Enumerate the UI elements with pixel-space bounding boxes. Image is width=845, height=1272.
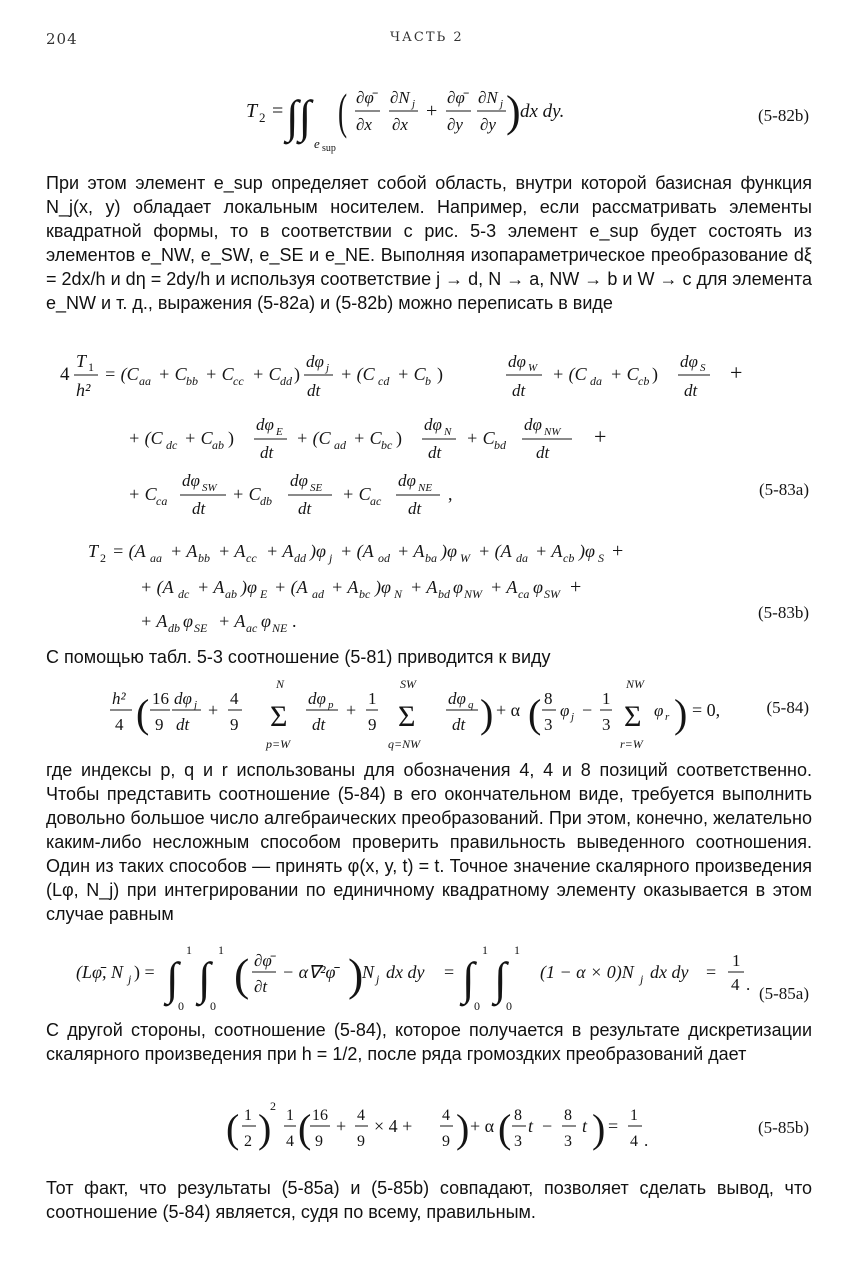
svg-text:j: j bbox=[640, 972, 644, 986]
svg-text:∫: ∫ bbox=[198, 953, 211, 1004]
svg-text:da: da bbox=[516, 551, 528, 565]
svg-text:NW: NW bbox=[464, 587, 482, 601]
svg-text:16: 16 bbox=[152, 689, 169, 708]
equation-5-85a-formula bbox=[0, 928, 845, 1018]
svg-text:1: 1 bbox=[244, 1107, 252, 1124]
svg-text:(: ( bbox=[234, 949, 250, 1000]
svg-text:∫∫: ∫∫ bbox=[286, 91, 312, 142]
svg-text:∫: ∫ bbox=[166, 953, 179, 1004]
svg-text:): ) bbox=[396, 428, 402, 448]
svg-text:dφ: dφ bbox=[398, 471, 416, 490]
svg-text:9: 9 bbox=[442, 1133, 450, 1150]
svg-text:× 4 +: × 4 + bbox=[374, 1116, 413, 1136]
svg-text:N: N bbox=[276, 677, 285, 691]
svg-text:+: + bbox=[208, 700, 219, 720]
svg-text:j: j bbox=[376, 972, 380, 986]
svg-text:9: 9 bbox=[368, 715, 377, 734]
svg-text:dφ: dφ bbox=[524, 415, 542, 434]
svg-text:2: 2 bbox=[259, 110, 266, 125]
svg-text:): ) bbox=[437, 364, 443, 384]
svg-text:p=W: p=W bbox=[266, 737, 291, 751]
svg-text:∂y: ∂y bbox=[480, 115, 496, 134]
svg-text:dφ: dφ bbox=[680, 352, 698, 371]
svg-text:=: = bbox=[272, 100, 284, 122]
svg-text:+ α: + α bbox=[470, 1116, 495, 1136]
svg-text:∂t: ∂t bbox=[254, 977, 268, 996]
svg-text:dc: dc bbox=[166, 438, 178, 452]
svg-text:T: T bbox=[246, 100, 258, 122]
svg-text:): ) bbox=[480, 691, 494, 736]
svg-text:0: 0 bbox=[506, 999, 512, 1013]
svg-text:dx dy.: dx dy. bbox=[520, 101, 565, 122]
svg-text:j: j bbox=[128, 972, 132, 986]
svg-text:Σ: Σ bbox=[270, 700, 288, 733]
svg-text:E: E bbox=[260, 587, 268, 601]
svg-text:(: ( bbox=[498, 1106, 512, 1151]
svg-text:4: 4 bbox=[357, 1107, 365, 1124]
svg-text:dx dy: dx dy bbox=[386, 962, 425, 982]
svg-text:.: . bbox=[292, 611, 297, 631]
svg-text:da: da bbox=[590, 374, 602, 388]
svg-text:+ (A: + (A bbox=[478, 541, 512, 561]
svg-text:dt: dt bbox=[307, 381, 321, 400]
svg-text:∂x: ∂x bbox=[392, 115, 408, 134]
svg-text:q=NW: q=NW bbox=[388, 737, 421, 751]
svg-text:(: ( bbox=[226, 1106, 240, 1151]
equation-5-85b-formula bbox=[0, 1094, 845, 1166]
svg-text:W: W bbox=[528, 362, 538, 374]
svg-text:+ C: + C bbox=[252, 364, 281, 384]
equation-number: (5-85b) bbox=[758, 1118, 809, 1137]
svg-text:+ A: + A bbox=[397, 541, 425, 561]
svg-text:W: W bbox=[460, 551, 470, 565]
svg-text:h²: h² bbox=[76, 380, 91, 400]
svg-text:+ A: + A bbox=[218, 541, 246, 561]
svg-text:8: 8 bbox=[564, 1107, 572, 1124]
svg-text:+ C: + C bbox=[342, 484, 371, 504]
svg-text:1: 1 bbox=[186, 943, 192, 957]
svg-text:=: = bbox=[608, 1116, 619, 1136]
svg-text:+ A: + A bbox=[218, 611, 246, 631]
svg-text:dt: dt bbox=[408, 499, 422, 518]
svg-text:(Lφ̄, N: (Lφ̄, N bbox=[76, 962, 123, 982]
equation-5-83b-formula bbox=[0, 535, 845, 645]
svg-text:(: ( bbox=[528, 691, 542, 736]
svg-text:3: 3 bbox=[514, 1133, 522, 1150]
svg-text:ca: ca bbox=[518, 587, 530, 601]
svg-text:φ: φ bbox=[453, 577, 463, 597]
paragraph-2: С помощью табл. 5-3 соотношение (5-81) приводится к виду bbox=[46, 647, 551, 667]
page-number: 204 bbox=[46, 30, 78, 48]
svg-text:e: e bbox=[314, 136, 320, 151]
equation-number: (5-82b) bbox=[758, 106, 809, 125]
svg-text:2: 2 bbox=[244, 1133, 252, 1150]
svg-text:dd: dd bbox=[294, 551, 306, 565]
svg-text:NW: NW bbox=[626, 677, 644, 691]
svg-text:dφ: dφ bbox=[306, 352, 324, 371]
svg-text:+: + bbox=[594, 424, 607, 449]
svg-text:dφ: dφ bbox=[174, 689, 192, 708]
svg-text:+: + bbox=[570, 576, 582, 598]
svg-text:1: 1 bbox=[732, 951, 741, 970]
svg-text:,: , bbox=[448, 484, 453, 504]
svg-text:dt: dt bbox=[312, 715, 326, 734]
svg-text:φ: φ bbox=[261, 611, 271, 631]
svg-text:= 0,: = 0, bbox=[692, 700, 721, 720]
svg-text:+ C: + C bbox=[353, 428, 382, 448]
svg-text:0: 0 bbox=[474, 999, 480, 1013]
svg-text:): ) bbox=[652, 364, 658, 384]
equation-number: (5-85a) bbox=[758, 984, 809, 1003]
svg-text:∫: ∫ bbox=[462, 953, 475, 1004]
svg-text:): ) bbox=[456, 1106, 470, 1151]
svg-text:+: + bbox=[612, 540, 624, 562]
svg-text:)φ: )φ bbox=[441, 541, 457, 561]
svg-text:∂y: ∂y bbox=[447, 115, 463, 134]
svg-text:bd: bd bbox=[494, 438, 506, 452]
svg-text:+ A: + A bbox=[266, 541, 294, 561]
svg-text:1: 1 bbox=[286, 1107, 294, 1124]
svg-text:j: j bbox=[571, 711, 575, 723]
svg-text:+ A: + A bbox=[410, 577, 438, 597]
svg-text:ab: ab bbox=[225, 587, 237, 601]
svg-text:+ A: + A bbox=[197, 577, 225, 597]
svg-text:T: T bbox=[76, 351, 87, 371]
svg-text:1: 1 bbox=[368, 689, 377, 708]
svg-text:= (C: = (C bbox=[104, 364, 139, 384]
svg-text:+ C: + C bbox=[466, 428, 495, 448]
svg-text:4: 4 bbox=[442, 1107, 450, 1124]
svg-text:.: . bbox=[746, 975, 751, 994]
svg-text:∂φ̄: ∂φ̄ bbox=[254, 951, 272, 970]
svg-text:)φ: )φ bbox=[375, 577, 391, 597]
svg-text:dφ: dφ bbox=[290, 471, 308, 490]
svg-text:3: 3 bbox=[602, 715, 611, 734]
svg-text:bb: bb bbox=[186, 374, 198, 388]
svg-text:+ A: + A bbox=[535, 541, 563, 561]
equation-5-85a bbox=[0, 928, 845, 1018]
svg-text:+ A: + A bbox=[490, 577, 518, 597]
paragraph-4: С другой стороны, соотношение (5-84), которое получается в результате дискретизации скалярного произведения при h = 1/2, после ряда громоздких преобразований дает bbox=[46, 1020, 812, 1064]
svg-text:j: j bbox=[412, 98, 416, 110]
svg-text:j: j bbox=[329, 551, 333, 565]
svg-text:dt: dt bbox=[298, 499, 312, 518]
svg-text:dt: dt bbox=[684, 381, 698, 400]
svg-text:cc: cc bbox=[246, 551, 257, 565]
svg-text:dc: dc bbox=[178, 587, 190, 601]
svg-text:+ C: + C bbox=[184, 428, 213, 448]
svg-text:ad: ad bbox=[334, 438, 346, 452]
svg-text:db: db bbox=[260, 494, 272, 508]
svg-text:dt: dt bbox=[536, 443, 550, 462]
svg-text:ac: ac bbox=[370, 494, 382, 508]
svg-text:): ) bbox=[294, 364, 300, 384]
svg-text:): ) bbox=[506, 87, 521, 136]
svg-text:−: − bbox=[582, 700, 593, 720]
svg-text:+ (C: + (C bbox=[552, 364, 587, 384]
svg-text:NE: NE bbox=[272, 621, 288, 635]
svg-text:=: = bbox=[706, 962, 717, 982]
equation-5-82b-formula bbox=[0, 70, 845, 160]
svg-text:∂φ̄: ∂φ̄ bbox=[356, 88, 374, 107]
svg-text:dφ: dφ bbox=[448, 689, 466, 708]
svg-text:dt: dt bbox=[452, 715, 466, 734]
equation-5-84 bbox=[0, 672, 845, 756]
svg-text:+ A: + A bbox=[140, 611, 168, 631]
svg-text:Σ: Σ bbox=[624, 700, 642, 733]
svg-text:9: 9 bbox=[155, 715, 164, 734]
svg-text:p: p bbox=[328, 699, 334, 711]
svg-text:cd: cd bbox=[378, 374, 390, 388]
svg-text:+ A: + A bbox=[331, 577, 359, 597]
svg-text:4: 4 bbox=[60, 364, 70, 385]
running-title: ЧАСТЬ 2 bbox=[390, 30, 464, 45]
svg-text:dφ: dφ bbox=[308, 689, 326, 708]
svg-text:1: 1 bbox=[218, 943, 224, 957]
svg-text:) =: ) = bbox=[134, 962, 155, 982]
svg-text:dx dy: dx dy bbox=[650, 962, 689, 982]
svg-text:8: 8 bbox=[514, 1107, 522, 1124]
svg-text:1: 1 bbox=[482, 943, 488, 957]
svg-text:+ (A: + (A bbox=[274, 577, 308, 597]
svg-text:N: N bbox=[362, 962, 375, 982]
svg-text:∫: ∫ bbox=[494, 953, 507, 1004]
paragraph-1: При этом элемент e_sup определяет собой область, внутри которой базисная функция N_j(x, y) обладает локальным носителем. Например, если рассматривать элементы квадратной формы, то в соответствии с рис. 5-3 элемент e_sup будет состоять из элементов e_NW, e_SW, e_SE и e_NE. Выполняя изопараметрическое преобразование dξ = 2dx/h и dη = 2dy/h и используя соответствие j → d, N → a, NW → b и W → c для элемента e_NW и т. д., выражения (5-82a) и (5-82b) можно переписать в виде bbox=[46, 173, 812, 313]
svg-text:3: 3 bbox=[564, 1133, 572, 1150]
svg-text:4: 4 bbox=[286, 1133, 294, 1150]
svg-text:q: q bbox=[468, 699, 474, 711]
svg-text:1: 1 bbox=[88, 360, 94, 374]
svg-text:bc: bc bbox=[359, 587, 371, 601]
svg-text:4: 4 bbox=[731, 975, 740, 994]
svg-text:dt: dt bbox=[176, 715, 190, 734]
svg-text:SW: SW bbox=[544, 587, 560, 601]
svg-text:t: t bbox=[582, 1116, 588, 1136]
svg-text:)φ: )φ bbox=[579, 541, 595, 561]
svg-text:N: N bbox=[444, 426, 452, 438]
svg-text:+ α: + α bbox=[496, 700, 521, 720]
svg-text:E: E bbox=[276, 426, 283, 438]
svg-text:SE: SE bbox=[310, 482, 323, 494]
svg-text:Σ: Σ bbox=[398, 700, 416, 733]
svg-text:dt: dt bbox=[192, 499, 206, 518]
svg-text:(1 − α × 0)N: (1 − α × 0)N bbox=[540, 962, 634, 982]
svg-text:b: b bbox=[425, 374, 431, 388]
svg-text:SE: SE bbox=[194, 621, 208, 635]
svg-text:dφ: dφ bbox=[508, 352, 526, 371]
svg-text:dφ: dφ bbox=[256, 415, 274, 434]
svg-text:φ: φ bbox=[183, 611, 193, 631]
svg-text:+: + bbox=[730, 360, 743, 385]
svg-text:1: 1 bbox=[630, 1107, 638, 1124]
svg-text:(: ( bbox=[337, 83, 348, 140]
svg-text:+: + bbox=[426, 100, 438, 122]
svg-text:sup: sup bbox=[322, 143, 336, 154]
svg-text:∂φ̄: ∂φ̄ bbox=[447, 88, 465, 107]
svg-text:j: j bbox=[194, 699, 198, 711]
svg-text:4: 4 bbox=[630, 1133, 638, 1150]
svg-text:∂N: ∂N bbox=[390, 88, 410, 107]
svg-text:1: 1 bbox=[514, 943, 520, 957]
svg-text:= (A: = (A bbox=[112, 541, 146, 561]
equation-5-85b bbox=[0, 1094, 845, 1166]
svg-text:dφ: dφ bbox=[424, 415, 442, 434]
svg-text:j: j bbox=[326, 362, 330, 374]
svg-text:−: − bbox=[542, 1116, 553, 1136]
svg-text:4: 4 bbox=[230, 689, 239, 708]
svg-text:+ C: + C bbox=[205, 364, 234, 384]
paragraph-5: Тот факт, что результаты (5-85a) и (5-85b) совпадают, позволяет сделать вывод, что соотношение (5-84) является, судя по всему, правильным. bbox=[46, 1178, 812, 1222]
svg-text:t: t bbox=[528, 1116, 534, 1136]
svg-text:aa: aa bbox=[150, 551, 162, 565]
svg-text:cb: cb bbox=[638, 374, 650, 388]
svg-text:+ (C: + (C bbox=[128, 428, 163, 448]
svg-text:φ: φ bbox=[560, 701, 570, 720]
svg-text:j: j bbox=[500, 98, 504, 110]
svg-text:S: S bbox=[700, 362, 706, 374]
equation-5-83b bbox=[0, 535, 845, 645]
svg-text:ab: ab bbox=[212, 438, 224, 452]
svg-text:+ (A: + (A bbox=[140, 577, 174, 597]
svg-text:dt: dt bbox=[428, 443, 442, 462]
svg-text:8: 8 bbox=[544, 689, 553, 708]
svg-text:− α∇²φ̄: − α∇²φ̄ bbox=[282, 962, 336, 982]
svg-text:+ C: + C bbox=[128, 484, 157, 504]
svg-text:)φ: )φ bbox=[241, 577, 257, 597]
svg-text:ad: ad bbox=[312, 587, 324, 601]
svg-text:ac: ac bbox=[246, 621, 258, 635]
svg-text:): ) bbox=[348, 949, 364, 1000]
svg-text:∂N: ∂N bbox=[478, 88, 498, 107]
svg-text:SW: SW bbox=[400, 677, 416, 691]
svg-text:4: 4 bbox=[115, 715, 124, 734]
svg-text:+: + bbox=[346, 700, 357, 720]
svg-text:dd: dd bbox=[280, 374, 292, 388]
svg-text:): ) bbox=[674, 691, 688, 736]
svg-text:+ C: + C bbox=[232, 484, 261, 504]
svg-text:dt: dt bbox=[260, 443, 274, 462]
svg-text:+ C: + C bbox=[610, 364, 639, 384]
svg-text:r: r bbox=[665, 711, 670, 723]
svg-text:∂x: ∂x bbox=[356, 115, 372, 134]
equation-5-82b bbox=[0, 70, 845, 160]
svg-text:1: 1 bbox=[602, 689, 611, 708]
svg-text:φ: φ bbox=[533, 577, 543, 597]
svg-text:+ (A: + (A bbox=[340, 541, 374, 561]
svg-text:.: . bbox=[644, 1131, 649, 1150]
svg-text:cb: cb bbox=[563, 551, 575, 565]
svg-text:(: ( bbox=[136, 691, 150, 736]
equation-number: (5-84) bbox=[766, 698, 809, 717]
svg-text:bd: bd bbox=[438, 587, 450, 601]
svg-text:h²: h² bbox=[112, 689, 126, 708]
svg-text:9: 9 bbox=[315, 1133, 323, 1150]
svg-text:0: 0 bbox=[178, 999, 184, 1013]
equation-number: (5-83b) bbox=[758, 603, 809, 622]
svg-text:r=W: r=W bbox=[620, 737, 643, 751]
svg-text:9: 9 bbox=[357, 1133, 365, 1150]
svg-text:+ A: + A bbox=[170, 541, 198, 561]
svg-text:dt: dt bbox=[512, 381, 526, 400]
paragraph-3: где индексы p, q и r использованы для обозначения 4, 4 и 8 позиций соответственно. Чтобы представить соотношение (5-84) в его окончательном виде, требуется выполнить довольно большое число алгебраических преобразований. При этом, конечно, желательно каким-либо несложным способом проверить правильность выведенного соотношения. Один из таких способов — принять φ(x, y, t) = t. Точное значение скалярного произведения (Lφ, N_j) при интегрировании по единичному квадратному элементу оказывается в этом случае равным bbox=[46, 760, 812, 924]
svg-text:=: = bbox=[444, 962, 455, 982]
equation-number: (5-83a) bbox=[758, 480, 809, 499]
svg-text:16: 16 bbox=[312, 1107, 328, 1124]
svg-text:+ C: + C bbox=[158, 364, 187, 384]
svg-text:S: S bbox=[598, 551, 604, 565]
svg-text:)φ: )φ bbox=[310, 541, 326, 561]
svg-text:0: 0 bbox=[210, 999, 216, 1013]
svg-text:ca: ca bbox=[156, 494, 168, 508]
svg-text:bb: bb bbox=[198, 551, 210, 565]
svg-text:+: + bbox=[336, 1116, 347, 1136]
svg-text:2: 2 bbox=[270, 1099, 276, 1113]
svg-text:NE: NE bbox=[418, 482, 433, 494]
svg-text:ba: ba bbox=[425, 551, 437, 565]
svg-text:od: od bbox=[378, 551, 390, 565]
svg-text:N: N bbox=[394, 587, 403, 601]
svg-text:): ) bbox=[228, 428, 234, 448]
svg-text:dφ: dφ bbox=[182, 471, 200, 490]
svg-text:cc: cc bbox=[233, 374, 244, 388]
svg-text:NW: NW bbox=[544, 426, 561, 438]
svg-text:+ (C: + (C bbox=[296, 428, 331, 448]
svg-text:): ) bbox=[592, 1106, 606, 1151]
svg-text:9: 9 bbox=[230, 715, 239, 734]
svg-text:SW: SW bbox=[202, 482, 217, 494]
svg-text:bc: bc bbox=[381, 438, 393, 452]
equation-5-83a bbox=[0, 340, 845, 530]
equation-5-83a-formula bbox=[0, 340, 845, 530]
svg-text:): ) bbox=[258, 1106, 272, 1151]
svg-text:2: 2 bbox=[100, 551, 106, 565]
svg-text:+ (C: + (C bbox=[340, 364, 375, 384]
svg-text:+ C: + C bbox=[397, 364, 426, 384]
equation-5-84-formula bbox=[0, 672, 845, 756]
svg-text:φ: φ bbox=[654, 701, 664, 720]
svg-text:3: 3 bbox=[544, 715, 553, 734]
svg-text:db: db bbox=[168, 621, 180, 635]
svg-text:aa: aa bbox=[139, 374, 151, 388]
svg-text:T: T bbox=[88, 541, 99, 561]
svg-text:(: ( bbox=[298, 1106, 312, 1151]
